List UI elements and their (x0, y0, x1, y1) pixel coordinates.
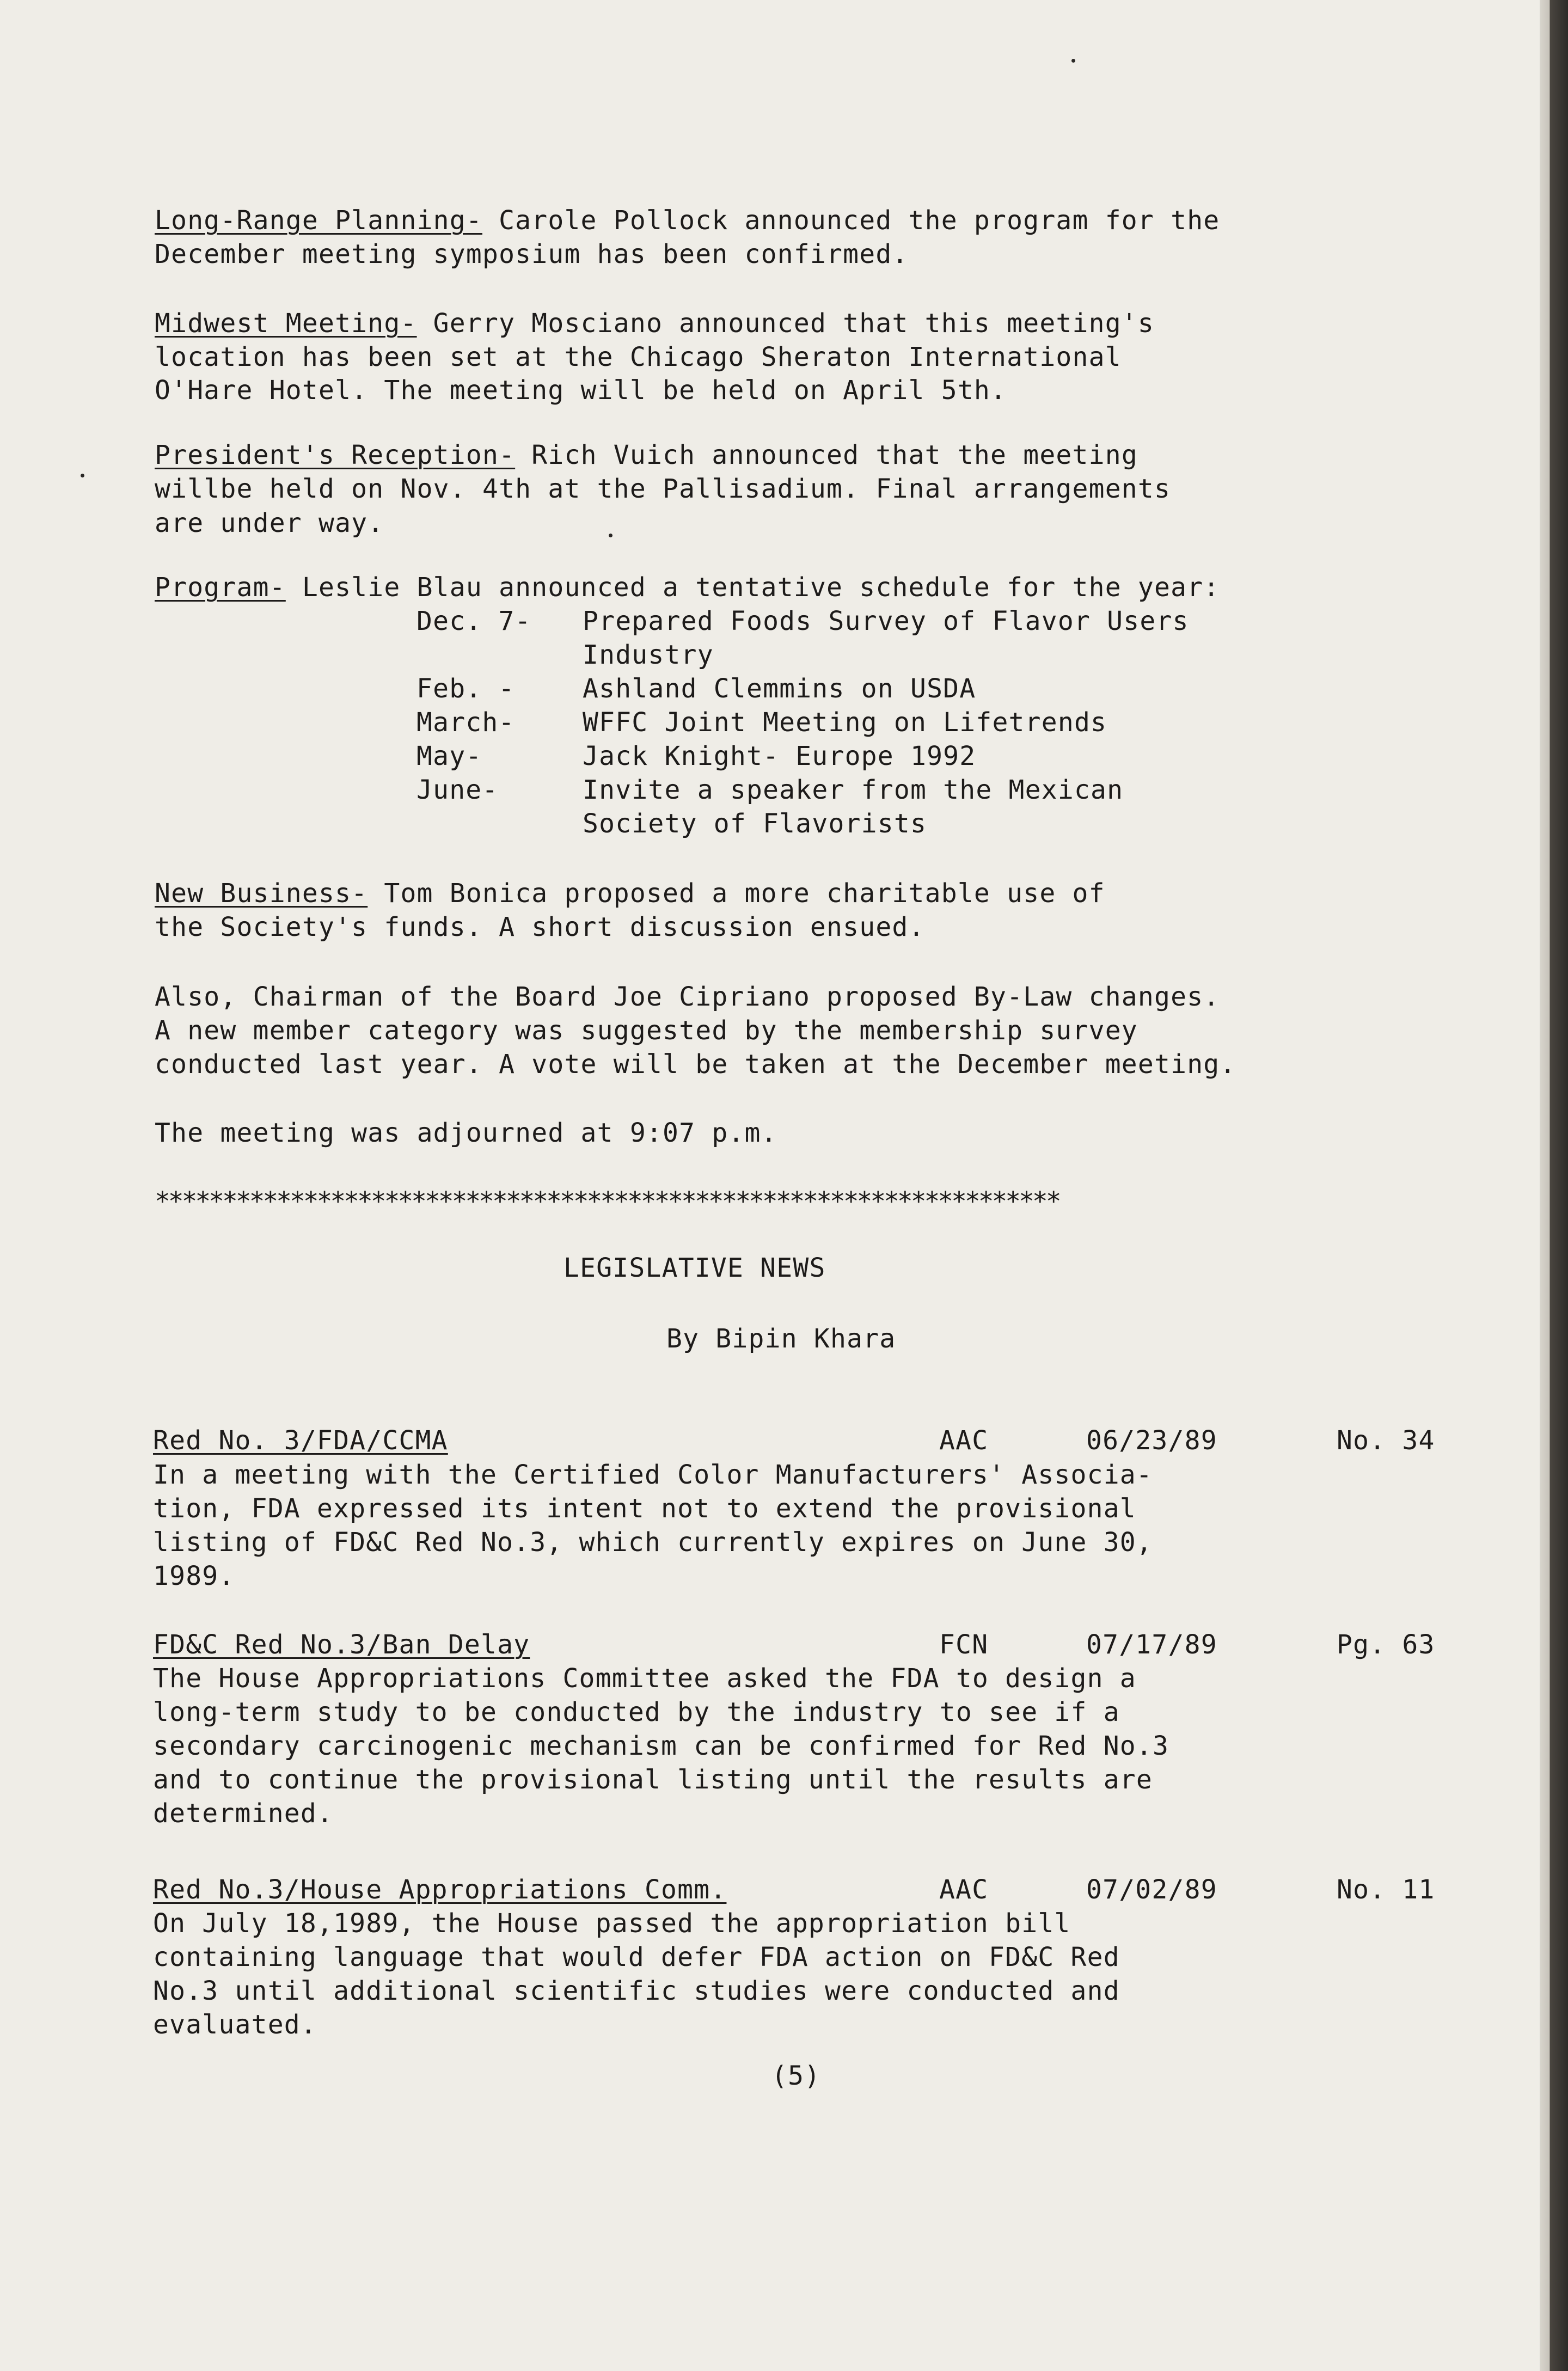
program-text: Leslie Blau announced a tentative schedule for the year: (285, 572, 1220, 603)
page-number: (5) (771, 2061, 821, 2091)
reception-text: Rich Vuich announced that the meeting (515, 440, 1138, 470)
schedule-event: Industry (583, 640, 714, 670)
midwest-paragraph (155, 307, 1154, 340)
news-item-title: Red No. 3/FDA/CCMA (153, 1425, 448, 1456)
news-item-title: Red No.3/House Appropriations Comm. (153, 1874, 727, 1905)
schedule-event: Prepared Foods Survey of Flavor Users (583, 606, 1189, 636)
long-range-paragraph (155, 204, 1220, 237)
reception-line: willbe held on Nov. 4th at the Pallisadium. Final arrangements (155, 474, 1171, 504)
news-item-body: and to continue the provisional listing until the results are (153, 1765, 1153, 1795)
reception-heading: President's Reception- (155, 440, 516, 470)
schedule-month: March- (416, 707, 515, 738)
speck (1071, 59, 1075, 63)
news-item-body: long-term study to be conducted by the industry to see if a (153, 1697, 1120, 1727)
schedule-event: Society of Flavorists (583, 808, 927, 839)
news-item-body: determined. (153, 1798, 334, 1829)
speck (609, 534, 612, 537)
news-item-body: No.3 until additional scientific studies were conducted and (153, 1976, 1120, 2006)
speck (81, 474, 84, 477)
news-item-body: On July 18,1989, the House passed the appropriation bill (153, 1908, 1071, 1939)
midwest-line: location has been set at the Chicago Sheraton International (155, 342, 1122, 372)
also-line: conducted last year. A vote will be taken at the December meeting. (155, 1049, 1236, 1080)
midwest-heading: Midwest Meeting- (155, 308, 417, 339)
reception-paragraph (155, 438, 1138, 472)
news-item-source: AAC (939, 1874, 989, 1905)
news-item-body: containing language that would defer FDA action on FD&C Red (153, 1942, 1120, 1972)
new-business-text: Tom Bonica proposed a more charitable use of (367, 878, 1105, 909)
program-heading: Program- (155, 572, 286, 603)
news-item-ref: No. 34 (1337, 1425, 1435, 1456)
also-line: A new member category was suggested by the membership survey (155, 1015, 1138, 1046)
news-item-body: secondary carcinogenic mechanism can be confirmed for Red No.3 (153, 1731, 1169, 1761)
schedule-event: Invite a speaker from the Mexican (583, 775, 1124, 805)
adjourn-line: The meeting was adjourned at 9:07 p.m. (155, 1118, 777, 1148)
schedule-event: WFFC Joint Meeting on Lifetrends (583, 707, 1107, 738)
midwest-text: Gerry Mosciano announced that this meeting's (416, 308, 1155, 339)
long-range-heading: Long-Range Planning- (155, 205, 482, 236)
schedule-event: Ashland Clemmins on USDA (583, 673, 976, 704)
new-business-heading: New Business- (155, 878, 368, 909)
news-item-ref: Pg. 63 (1337, 1629, 1435, 1660)
news-item-date: 07/17/89 (1086, 1629, 1217, 1660)
midwest-line: O'Hare Hotel. The meeting will be held on April 5th. (155, 375, 1007, 406)
news-item-date: 07/02/89 (1086, 1874, 1217, 1905)
legislative-byline: By Bipin Khara (666, 1324, 896, 1354)
new-business-paragraph (155, 877, 1105, 910)
page-edge-shadow (1540, 0, 1568, 2371)
long-range-text: Carole Pollock announced the program for the (482, 205, 1220, 236)
news-item-title: FD&C Red No.3/Ban Delay (153, 1629, 530, 1660)
schedule-month: Feb. - (416, 673, 515, 704)
separator: ******************************************************************* (155, 1186, 1059, 1217)
schedule-month: May- (416, 741, 482, 771)
news-item-body: In a meeting with the Certified Color Manufacturers' Associa- (153, 1460, 1153, 1490)
news-item-date: 06/23/89 (1086, 1425, 1217, 1456)
news-item-body: 1989. (153, 1561, 235, 1591)
long-range-line: December meeting symposium has been confirmed. (155, 239, 909, 269)
new-business-line: the Society's funds. A short discussion ensued. (155, 912, 925, 942)
also-line: Also, Chairman of the Board Joe Cipriano proposed By-Law changes. (155, 982, 1220, 1012)
schedule-month: Dec. 7- (416, 606, 531, 636)
schedule-event: Jack Knight- Europe 1992 (583, 741, 976, 771)
news-item-body: tion, FDA expressed its intent not to extend the provisional (153, 1493, 1136, 1524)
legislative-title: LEGISLATIVE NEWS (564, 1253, 826, 1283)
news-item-body: listing of FD&C Red No.3, which currently expires on June 30, (153, 1527, 1153, 1558)
schedule-month: June- (416, 775, 499, 805)
program-paragraph (155, 571, 1220, 604)
news-item-source: FCN (939, 1629, 989, 1660)
news-item-body: evaluated. (153, 2009, 317, 2040)
news-item-ref: No. 11 (1337, 1874, 1435, 1905)
news-item-body: The House Appropriations Committee asked the FDA to design a (153, 1663, 1136, 1694)
news-item-source: AAC (939, 1425, 989, 1456)
reception-line: are under way. (155, 508, 384, 538)
